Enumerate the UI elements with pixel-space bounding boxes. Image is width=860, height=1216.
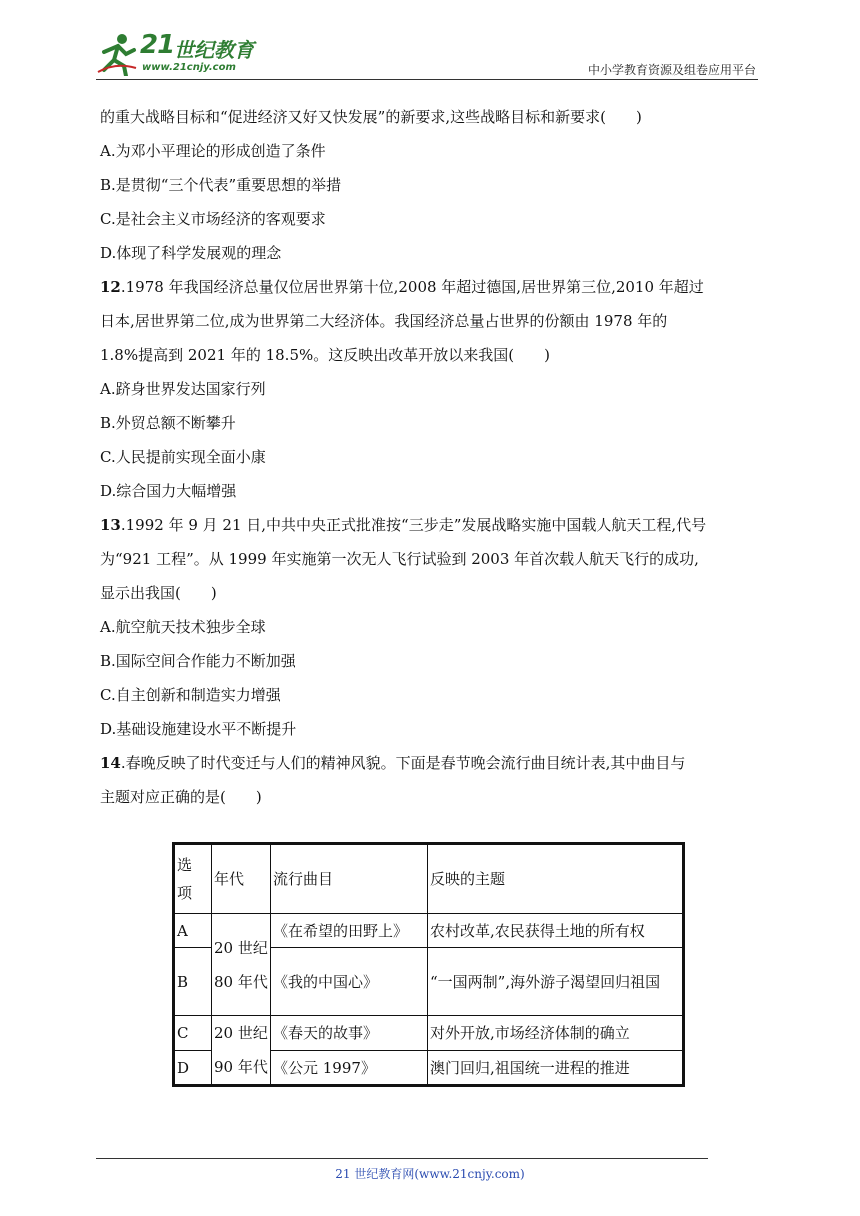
text-line bbox=[100, 406, 762, 440]
text-line bbox=[100, 712, 762, 746]
header-option: 选项 bbox=[174, 844, 212, 914]
line-text: 主题对应正确的是( ) bbox=[100, 788, 262, 806]
platform-title: 中小学教育资源及组卷应用平台 bbox=[587, 63, 756, 77]
header-era: 年代 bbox=[212, 844, 271, 914]
text-line bbox=[100, 134, 762, 168]
logo-url: www.21cnjy.com bbox=[142, 62, 236, 73]
option-cell: A bbox=[174, 914, 212, 948]
text-line bbox=[100, 746, 762, 780]
question-number: 14 bbox=[100, 754, 121, 772]
line-text: 为“921 工程”。从 1999 年实施第一次无人飞行试验到 2003 年首次载人航天飞行的成功, bbox=[100, 550, 699, 568]
text-line bbox=[100, 780, 762, 814]
table-header-row bbox=[174, 844, 684, 914]
theme-cell: 农村改革,农民获得土地的所有权 bbox=[428, 914, 684, 948]
option-cell: B bbox=[174, 948, 212, 1016]
text-line bbox=[100, 168, 762, 202]
line-text: 日本,居世界第二位,成为世界第二大经济体。我国经济总量占世界的份额由 1978 年的 bbox=[100, 312, 668, 330]
text-line bbox=[100, 100, 762, 134]
line-text: A.为邓小平理论的形成创造了条件 bbox=[100, 142, 326, 160]
question-content bbox=[100, 100, 762, 814]
header-theme: 反映的主题 bbox=[428, 844, 684, 914]
text-line bbox=[100, 236, 762, 270]
logo-text: 世纪教育 bbox=[174, 38, 254, 62]
line-text: 1.8%提高到 2021 年的 18.5%。这反映出改革开放以来我国( ) bbox=[100, 346, 550, 364]
line-text: C.自主创新和制造实力增强 bbox=[100, 686, 281, 704]
song-cell: 《公元 1997》 bbox=[271, 1051, 428, 1086]
text-line bbox=[100, 304, 762, 338]
era-cell: 20 世纪 80 年代 bbox=[212, 914, 271, 1016]
text-line bbox=[100, 474, 762, 508]
theme-cell: “一国两制”,海外游子渴望回归祖国 bbox=[428, 948, 684, 1016]
header-song: 流行曲目 bbox=[271, 844, 428, 914]
line-text: D.体现了科学发展观的理念 bbox=[100, 244, 282, 262]
line-text: B.外贸总额不断攀升 bbox=[100, 414, 236, 432]
line-text: .春晚反映了时代变迁与人们的精神风貌。下面是春节晚会流行曲目统计表,其中曲目与 bbox=[120, 754, 686, 772]
line-text: A.跻身世界发达国家行列 bbox=[100, 380, 266, 398]
text-line bbox=[100, 440, 762, 474]
option-cell: C bbox=[174, 1016, 212, 1051]
question-number: 12 bbox=[100, 278, 121, 296]
text-line bbox=[100, 542, 762, 576]
line-text: B.国际空间合作能力不断加强 bbox=[100, 652, 296, 670]
footer-divider bbox=[96, 1158, 708, 1159]
text-line bbox=[100, 644, 762, 678]
line-text: A.航空航天技术独步全球 bbox=[100, 618, 266, 636]
header-divider bbox=[96, 79, 758, 80]
line-text: 的重大战略目标和“促进经济又好又快发展”的新要求,这些战略目标和新要求( ) bbox=[100, 108, 642, 126]
text-line bbox=[100, 372, 762, 406]
text-line bbox=[100, 610, 762, 644]
table-row bbox=[174, 914, 684, 948]
song-table bbox=[172, 842, 685, 1087]
text-line bbox=[100, 338, 762, 372]
song-cell: 《在希望的田野上》 bbox=[271, 914, 428, 948]
text-line bbox=[100, 576, 762, 610]
page-header bbox=[0, 0, 860, 82]
line-text: C.是社会主义市场经济的客观要求 bbox=[100, 210, 326, 228]
theme-cell: 对外开放,市场经济体制的确立 bbox=[428, 1016, 684, 1051]
line-text: C.人民提前实现全面小康 bbox=[100, 448, 266, 466]
text-line bbox=[100, 678, 762, 712]
text-line bbox=[100, 508, 762, 542]
line-text: .1992 年 9 月 21 日,中共中央正式批准按“三步走”发展战略实施中国载人航天工程,代号 bbox=[120, 516, 707, 534]
table-row bbox=[174, 1016, 684, 1051]
option-cell: D bbox=[174, 1051, 212, 1086]
logo-number: 21 bbox=[140, 30, 175, 60]
line-text: D.综合国力大幅增强 bbox=[100, 482, 237, 500]
line-text: B.是贯彻“三个代表”重要思想的举措 bbox=[100, 176, 342, 194]
song-cell: 《我的中国心》 bbox=[271, 948, 428, 1016]
line-text: .1978 年我国经济总量仅位居世界第十位,2008 年超过德国,居世界第三位,2010 年超过 bbox=[120, 278, 704, 296]
theme-cell: 澳门回归,祖国统一进程的推进 bbox=[428, 1051, 684, 1086]
question-number: 13 bbox=[100, 516, 121, 534]
line-text: 显示出我国( ) bbox=[100, 584, 217, 602]
era-cell: 20 世纪 90 年代 bbox=[212, 1016, 271, 1086]
song-cell: 《春天的故事》 bbox=[271, 1016, 428, 1051]
footer-link[interactable]: 21 世纪教育网(www.21cnjy.com) bbox=[335, 1167, 525, 1181]
text-line bbox=[100, 202, 762, 236]
site-logo[interactable] bbox=[96, 30, 266, 78]
runner-icon bbox=[96, 32, 138, 76]
text-line bbox=[100, 270, 762, 304]
line-text: D.基础设施建设水平不断提升 bbox=[100, 720, 297, 738]
